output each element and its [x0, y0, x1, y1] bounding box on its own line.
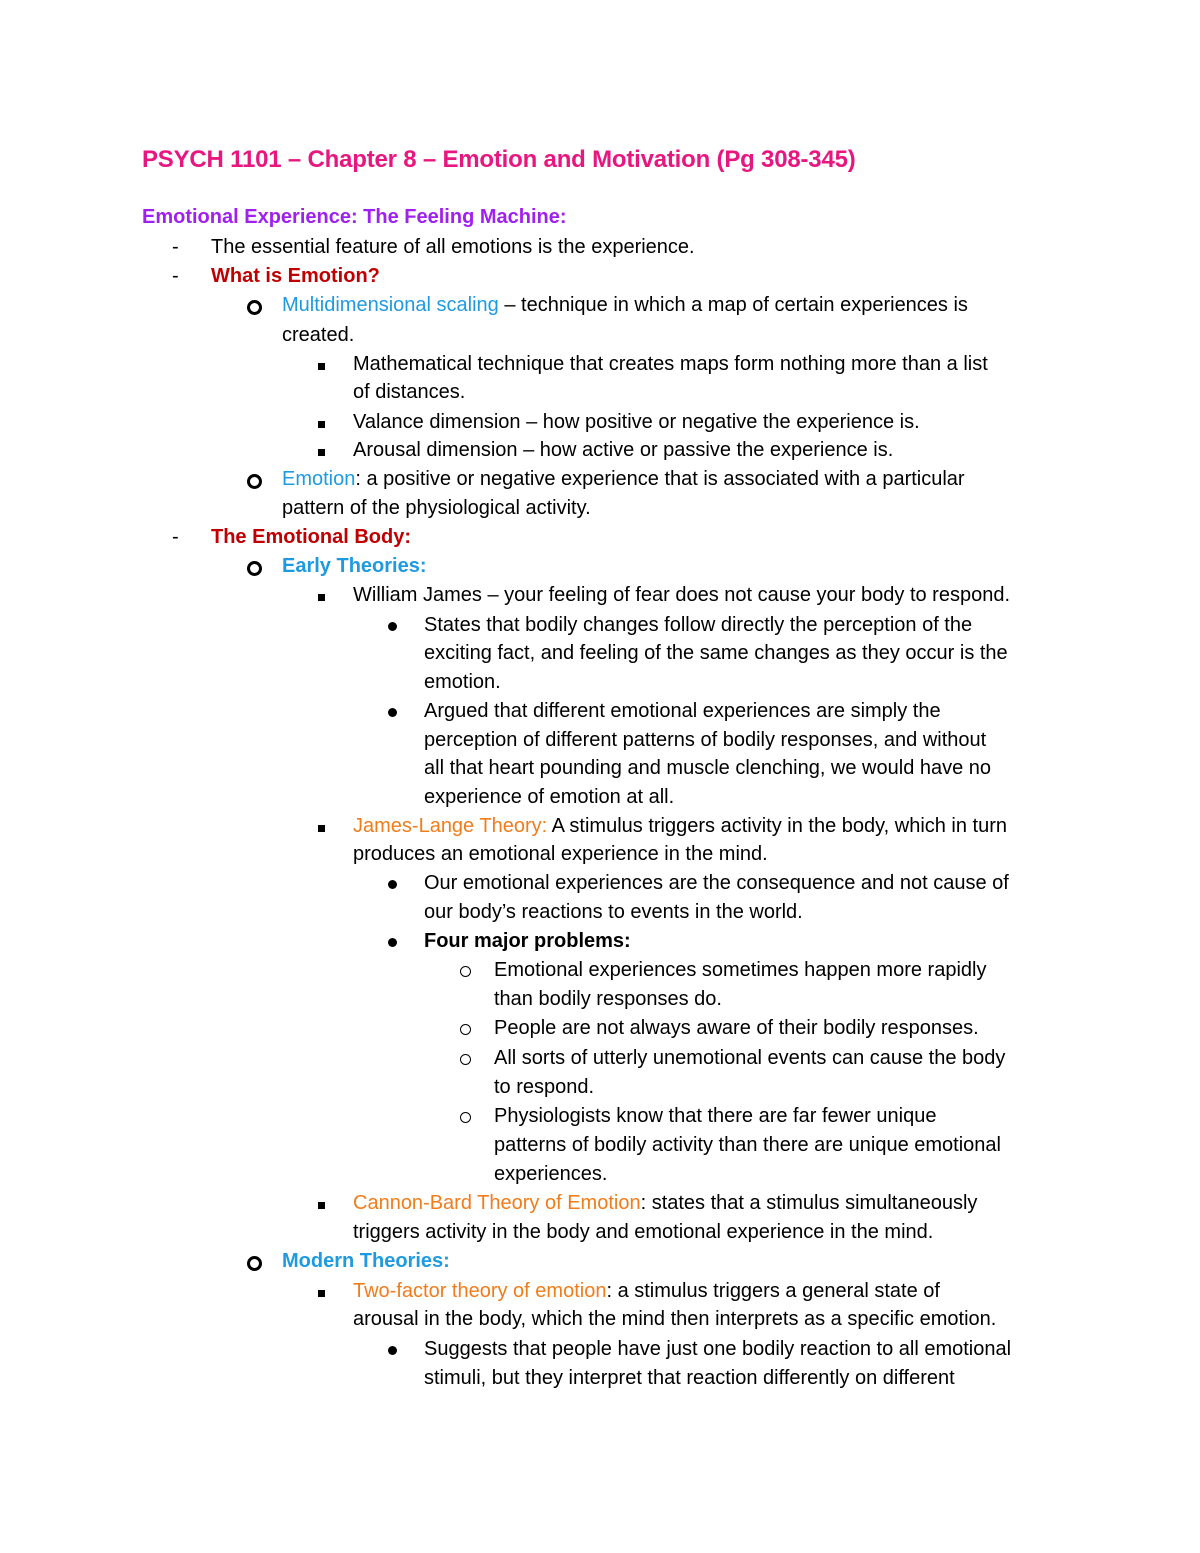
subheading-four-major-problems: Four major problems: [424, 930, 631, 952]
dot-bullet [388, 611, 397, 640]
list-item-continuation: to respond. [494, 1076, 595, 1098]
list-item [282, 465, 965, 494]
open-circle-bullet [460, 1044, 471, 1074]
dash-bullet: - [172, 526, 179, 548]
list-item: All sorts of utterly unemotional events can cause the body [494, 1047, 1006, 1069]
list-item-continuation: triggers activity in the body and emotional experience in the mind. [353, 1221, 934, 1243]
list-item-continuation: experience of emotion at all. [424, 786, 675, 808]
list-item-continuation: than bodily responses do. [494, 988, 722, 1010]
square-bullet [318, 812, 325, 841]
subheading-what-is-emotion: What is Emotion? [211, 265, 380, 287]
list-item-continuation: experiences. [494, 1163, 608, 1185]
list-item: Argued that different emotional experiences are simply the [424, 700, 941, 722]
list-item: Emotional experiences sometimes happen more rapidly [494, 959, 987, 981]
list-item-continuation: stimuli, but they interpret that reaction differently on different [424, 1367, 955, 1389]
list-item-continuation: exciting fact, and feeling of the same changes as they occur is the [424, 642, 1008, 664]
list-item: States that bodily changes follow directly the perception of the [424, 614, 973, 636]
dot-bullet [388, 697, 397, 726]
list-item-continuation: arousal in the body, which the mind then interprets as a specific emotion. [353, 1308, 997, 1330]
open-circle-bullet [460, 1102, 471, 1132]
list-item-continuation: produces an emotional experience in the mind. [353, 843, 768, 865]
list-item [282, 291, 968, 320]
square-bullet [318, 408, 325, 437]
list-item [353, 812, 1007, 841]
list-item-continuation: pattern of the physiological activity. [282, 497, 591, 519]
list-item: William James – your feeling of fear does not cause your body to respond. [353, 584, 1011, 606]
circle-bullet [247, 291, 263, 324]
circle-bullet [247, 465, 263, 498]
subheading-modern-theories: Modern Theories: [282, 1250, 450, 1272]
square-bullet [318, 350, 325, 379]
list-item-continuation: of distances. [353, 381, 466, 403]
list-item: People are not always aware of their bodily responses. [494, 1017, 979, 1039]
list-item [353, 1189, 977, 1218]
list-item: Physiologists know that there are far fewer unique [494, 1105, 937, 1127]
dot-bullet [388, 869, 397, 898]
list-item: Valance dimension – how positive or negative the experience is. [353, 411, 920, 433]
list-item: The essential feature of all emotions is the experience. [211, 236, 695, 258]
definition-text: : states that a stimulus simultaneously [640, 1192, 978, 1214]
square-bullet [318, 1189, 325, 1218]
list-item-continuation: created. [282, 324, 355, 346]
term-emotion: Emotion [282, 468, 356, 490]
list-item-continuation: patterns of bodily activity than there are unique emotional [494, 1134, 1001, 1156]
term-two-factor-theory: Two-factor theory of emotion [353, 1280, 607, 1302]
square-bullet [318, 436, 325, 465]
document-title: PSYCH 1101 – Chapter 8 – Emotion and Motivation (Pg 308-345) [142, 146, 856, 173]
definition-text: : a positive or negative experience that is associated with a particular [355, 468, 965, 490]
dash-bullet: - [172, 236, 179, 258]
subheading-early-theories: Early Theories: [282, 555, 427, 577]
circle-bullet [247, 552, 263, 585]
list-item-continuation: emotion. [424, 671, 501, 693]
dot-bullet [388, 927, 397, 956]
list-item: Arousal dimension – how active or passive the experience is. [353, 439, 894, 461]
list-item: Mathematical technique that creates maps form nothing more than a list [353, 353, 988, 375]
dot-bullet [388, 1335, 397, 1364]
dash-bullet: - [172, 265, 179, 287]
definition-text: A stimulus triggers activity in the body, which in turn [547, 815, 1008, 837]
open-circle-bullet [460, 956, 471, 986]
list-item [353, 1277, 940, 1306]
definition-text: – technique in which a map of certain experiences is [498, 294, 968, 316]
list-item-continuation: all that heart pounding and muscle clenching, we would have no [424, 757, 992, 779]
list-item-continuation: perception of different patterns of bodily responses, and without [424, 729, 987, 751]
square-bullet [318, 581, 325, 610]
list-item: Our emotional experiences are the consequence and not cause of [424, 872, 1009, 894]
list-item-continuation: our body’s reactions to events in the world. [424, 901, 803, 923]
square-bullet [318, 1277, 325, 1306]
term-multidimensional-scaling: Multidimensional scaling [282, 294, 499, 316]
section-heading: Emotional Experience: The Feeling Machine: [142, 206, 567, 228]
open-circle-bullet [460, 1014, 471, 1044]
term-james-lange-theory: James-Lange Theory: [353, 815, 548, 837]
list-item: Suggests that people have just one bodily reaction to all emotional [424, 1338, 1012, 1360]
term-cannon-bard-theory: Cannon-Bard Theory of Emotion [353, 1192, 641, 1214]
subheading-emotional-body: The Emotional Body: [211, 526, 411, 548]
circle-bullet [247, 1247, 263, 1280]
definition-text: : a stimulus triggers a general state of [606, 1280, 940, 1302]
